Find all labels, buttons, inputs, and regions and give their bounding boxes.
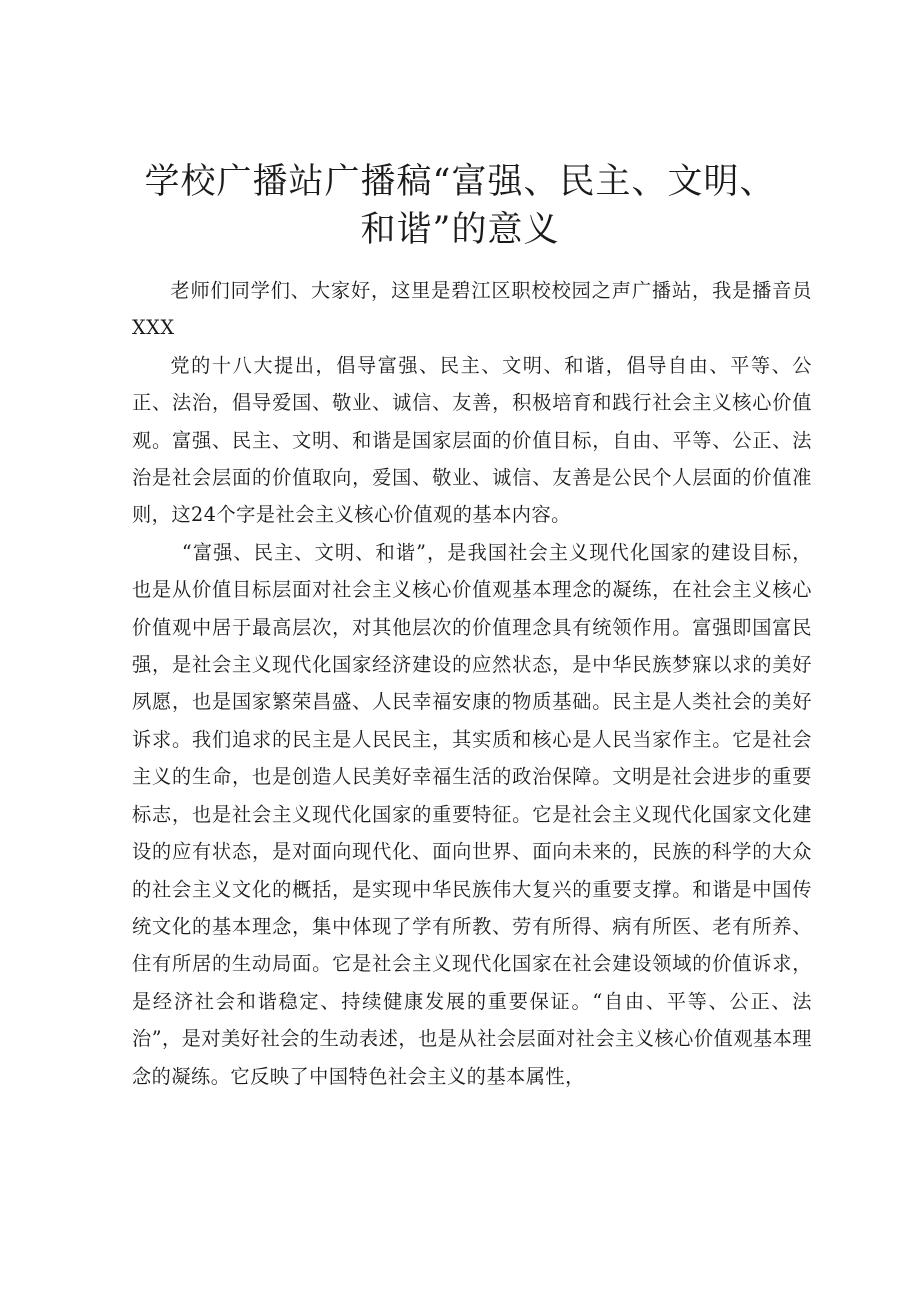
title-line-1: 学校广播站广播稿“富强、民主、文明、 (144, 162, 776, 202)
paragraph-national-goals: “富强、民主、文明、和谐”，是我国社会主义现代化国家的建设目标，也是从价值目标层面对社会主义核心价值观基本理念的凝练，在社会主义核心价值观中居于最高层次，对其他层次的价值理念具有统领作用。富强即国富民强，是社会主义现代化国家经济建设的应然状态，是中华民族梦寐以求的美好夙愿，也是国家繁荣昌盛、人民幸福安康的物质基础。民主是人类社会的美好诉求。我们追求的民主是人民民主，其实质和核心是人民当家作主。它是社会主义的生命，也是创造人民美好幸福生活的政治保障。文明是社会进步的重要标志，也是社会主义现代化国家的重要特征。它是社会主义现代化国家文化建设的应有状态，是对面向现代化、面向世界、面向未来的，民族的科学的大众的社会主义文化的概括，是实现中华民族伟大复兴的重要支撑。和谐是中国传统文化的基本理念，集中体现了学有所教、劳有所得、病有所医、老有所养、住有所居的生动局面。它是社会主义现代化国家在社会建设领域的价值诉求，是经济社会和谐稳定、持续健康发展的重要保证。“自由、平等、公正、法治”，是对美好社会的生动表述，也是从社会层面对社会主义核心价值观基本理念的凝练。它反映了中国特色社会主义的基本属性， (132, 540, 812, 1088)
title-line-2: 和谐”的意义 (360, 210, 560, 250)
paragraph-greeting: 老师们同学们、大家好，这里是碧江区职校校园之声广播站，我是播音员XXX (132, 279, 812, 340)
document-title (120, 158, 800, 254)
document-body (132, 272, 812, 1095)
paragraph-core-values: 党的十八大提出，倡导富强、民主、文明、和谐，倡导自由、平等、公正、法治，倡导爱国、敬业、诚信、友善，积极培育和践行社会主义核心价值观。富强、民主、文明、和谐是国家层面的价值目标，自由、平等、公正、法治是社会层面的价值取向，爱国、敬业、诚信、友善是公民个人层面的价值准则，这24个字是社会主义核心价值观的基本内容。 (132, 353, 812, 527)
